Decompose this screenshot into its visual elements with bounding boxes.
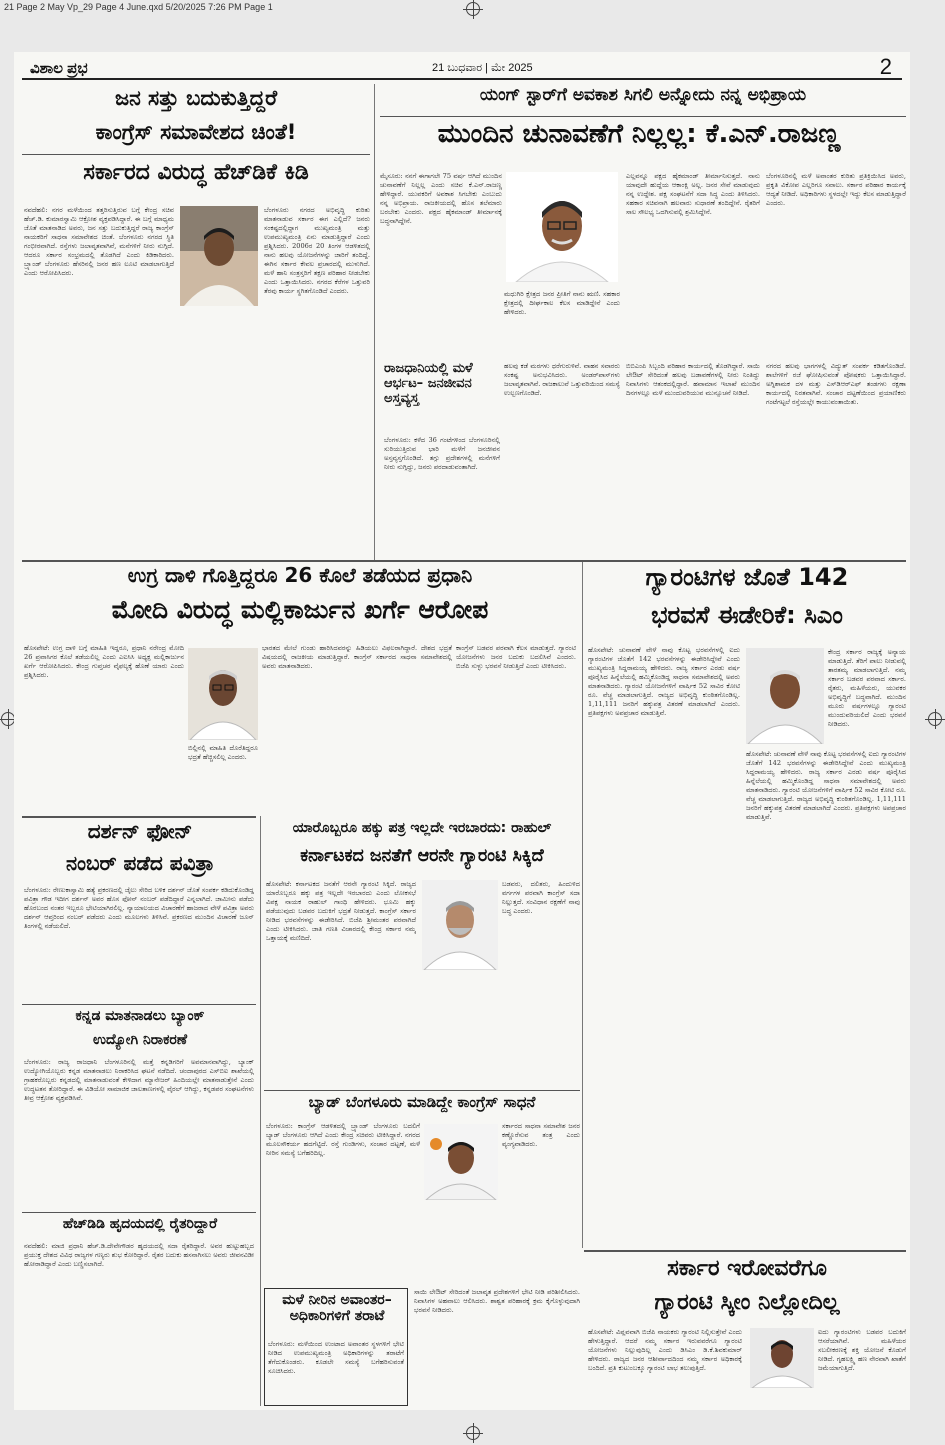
kharge-headline: ಮೋದಿ ವಿರುದ್ಧ ಮಲ್ಲಿಕಾರ್ಜುನ ಖರ್ಗೆ ಆರೋಪ [111, 596, 489, 624]
masthead [22, 54, 902, 80]
column-divider-3 [260, 816, 261, 1406]
cm-photo [746, 648, 824, 744]
officers-body-2: ಸಾಯಿ ಲೇಔಟ್ ಸೇರಿದಂತೆ ಜಲಾವೃತ ಪ್ರದೇಶಗಳಿಗೆ ಭೇಟಿ ನೀಡಿ ಪರಿಶೀಲಿಸಿದರು. ನಿವಾಸಿಗಳ ಅಹವಾಲು ಆಲಿಸಿದರು. ಶಾಶ್ವತ ಪರಿಹಾರಕ್ಕೆ ಕ್ರಮ ಕೈಗೊಳ್ಳುವುದಾಗಿ ಭರವಸೆ ನೀಡಿದರು. [414, 1288, 580, 1314]
registration-mark-left [1, 712, 15, 726]
officers-headline: ಮಳೆ ನೀರಿನ ಅವಾಂತರ– ಅಧಿಕಾರಿಗಳಿಗೆ ತರಾಟೆ [282, 1292, 392, 1325]
registration-mark-right [928, 712, 942, 726]
rajanna-body-col-2: ಮಧುಗಿರಿ ಕ್ಷೇತ್ರದ ಜನರ ಪ್ರೀತಿಗೆ ನಾನು ಋಣಿ. ಸಹಕಾರ ಕ್ಷೇತ್ರದಲ್ಲಿ ದೀರ್ಘಕಾಲ ಕೆಲಸ ಮಾಡಿದ್ದೇನೆ ಎಂದು ಹೇಳಿದರು. [504, 290, 620, 316]
brand-body-col-2: ಸರ್ಕಾರದ ಸಾಧನಾ ಸಮಾವೇಶ ಜನರ ಕಣ್ಣೊರೆಸುವ ತಂತ್ರ ಎಂದು ವ್ಯಂಗ್ಯವಾಡಿದರು. [502, 1122, 580, 1148]
rajanna-photo [506, 172, 618, 282]
hdk-photo [180, 206, 258, 306]
hdk-headline-2: ಕಾಂಗ್ರೆಸ್ ಸಮಾವೇಶದ ಚಿಂತೆ! [95, 120, 297, 144]
officers-body-1: ಬೆಂಗಳೂರು: ಮಳೆಯಿಂದ ಉಂಟಾದ ಅವಾಂತರ ಸ್ಥಳಗಳಿಗೆ ಭೇಟಿ ನೀಡಿದ ಉಪಮುಖ್ಯಮಂತ್ರಿ ಅಧಿಕಾರಿಗಳನ್ನು ತರಾಟೆಗೆ ತೆಗೆದುಕೊಂಡರು. ಕೂಡಲೇ ಸಮಸ್ಯೆ ಬಗೆಹರಿಸುವಂತೆ ಸೂಚಿಸಿದರು. [268, 1340, 404, 1375]
rahul-kicker: ಯಾರೊಬ್ಬರೂ ಹಕ್ಕು ಪತ್ರ ಇಲ್ಲದೇ ಇರಬಾರದು: ರಾಹುಲ್ [292, 820, 552, 836]
registration-mark-bottom [466, 1426, 480, 1440]
dks-photo [750, 1328, 814, 1388]
kharge-body-col-1: ಹೊಸಪೇಟೆ: ಉಗ್ರ ದಾಳಿ ಬಗ್ಗೆ ಮಾಹಿತಿ ಇದ್ದರೂ, ಪ್ರಧಾನಿ ನರೇಂದ್ರ ಮೋದಿ 26 ಪ್ರವಾಸಿಗರ ಕೊಲೆ ತಡೆಯಲಿಲ್ಲ ಎಂದು ಎಐಸಿಸಿ ಅಧ್ಯಕ್ಷ ಮಲ್ಲಿಕಾರ್ಜುನ ಖರ್ಗೆ ಆರೋಪಿಸಿದರು. ಕೇಂದ್ರ ಗುಪ್ತಚರ ವೈಫಲ್ಯಕ್ಕೆ ಹೊಣೆ ಯಾರು ಎಂದು ಪ್ರಶ್ನಿಸಿದರು. [24, 644, 184, 679]
hdk-body-col-2: ಬೆಂಗಳೂರು ನಗರದ ಅಭಿವೃದ್ಧಿ ಕುರಿತು ಮಾತನಾಡುವ ಸರ್ಕಾರ ಈಗ ಎಲ್ಲಿದೆ? ಜನರು ಸಂಕಷ್ಟದಲ್ಲಿದ್ದಾಗ ಮುಖ್ಯಮಂತ್ರಿ ಮತ್ತು ಉಪಮುಖ್ಯಮಂತ್ರಿ ಏನು ಮಾಡುತ್ತಿದ್ದಾರೆ ಎಂದು ಪ್ರಶ್ನಿಸಿದರು. 2006ರ 20 ತಿಂಗಳ ಆಡಳಿತದಲ್ಲಿ ನಾನು ಹಲವು ಯೋಜನೆಗಳನ್ನು ಜಾರಿಗೆ ತಂದಿದ್ದೆ. ಈಗಿನ ಸರ್ಕಾರ ಕೇವಲ ಪ್ರಚಾರದಲ್ಲಿ ಮುಳುಗಿದೆ. ಮಳೆ ಹಾನಿ ಸಂತ್ರಸ್ತರಿಗೆ ತಕ್ಷಣ ಪರಿಹಾರ ನೀಡಬೇಕು ಎಂದು ಒತ್ತಾಯಿಸಿದರು. ನಗರದ ಕೆರೆಗಳ ಒತ್ತುವರಿ ತೆರವು ಕಾರ್ಯ ಸ್ಥಗಿತಗೊಂಡಿದೆ ಎಂದರು. [264, 206, 370, 295]
issue-date: 21 ಬುಧವಾರ | ಮೇ 2025 [432, 62, 533, 74]
darshan-headline-2: ನಂಬರ್ ಪಡೆದ ಪವಿತ್ರಾ [65, 852, 215, 875]
cm-body-col-2a: ಕೇಂದ್ರ ಸರ್ಕಾರ ರಾಜ್ಯಕ್ಕೆ ಅನ್ಯಾಯ ಮಾಡುತ್ತಿದೆ. ತೆರಿಗೆ ಪಾಲು ನೀಡುವಲ್ಲಿ ತಾರತಮ್ಯ ಮಾಡಲಾಗುತ್ತಿದೆ. ನಮ್ಮ ಸರ್ಕಾರ ಬಡವರ ಪರವಾದ ಸರ್ಕಾರ. ರೈತರು, ಮಹಿಳೆಯರು, ಯುವಕರ ಅಭಿವೃದ್ಧಿಗೆ ಬದ್ಧವಾಗಿದೆ. ಮುಂದಿನ ಮೂರು ವರ್ಷಗಳಲ್ಲೂ ಗ್ಯಾರಂಟಿ ಮುಂದುವರಿಯಲಿದೆ ಎಂದು ಭರವಸೆ ನೀಡಿದರು. [828, 648, 906, 728]
cm-body-col-1: ಹೊಸಪೇಟೆ: ಚುನಾವಣೆ ವೇಳೆ ನಾವು ಕೊಟ್ಟ ಭರವಸೆಗಳಲ್ಲಿ ಐದು ಗ್ಯಾರಂಟಿಗಳ ಜೊತೆಗೆ 142 ಭರವಸೆಗಳನ್ನು ಈಡೇರಿಸಿದ್ದೇವೆ ಎಂದು ಮುಖ್ಯಮಂತ್ರಿ ಸಿದ್ದರಾಮಯ್ಯ ಹೇಳಿದರು. ರಾಜ್ಯ ಸರ್ಕಾರ ಎರಡು ವರ್ಷ ಪೂರೈಸಿದ ಹಿನ್ನೆಲೆಯಲ್ಲಿ ಹಮ್ಮಿಕೊಂಡಿದ್ದ ಸಾಧನಾ ಸಮಾವೇಶದಲ್ಲಿ ಅವರು ಮಾತನಾಡಿದರು. ಗ್ಯಾರಂಟಿ ಯೋಜನೆಗಳಿಗೆ ವಾರ್ಷಿಕ 52 ಸಾವಿರ ಕೋಟಿ ರೂ. ವೆಚ್ಚ ಮಾಡಲಾಗುತ್ತಿದೆ. ರಾಜ್ಯದ ಅಭಿವೃದ್ಧಿ ಕುಂಠಿತಗೊಂಡಿಲ್ಲ. 1,11,111 ಜನರಿಗೆ ಹಕ್ಕುಪತ್ರ ವಿತರಣೆ ಮಾಡಲಾಗಿದೆ ಎಂದರು. ಪ್ರತಿಪಕ್ಷಗಳು ಅಪಪ್ರಚಾರ ಮಾಡುತ್ತಿವೆ. [588, 646, 740, 717]
brand-body-col-1: ಬೆಂಗಳೂರು: ಕಾಂಗ್ರೆಸ್ ಆಡಳಿತದಲ್ಲಿ ಬ್ರ್ಯಾಂಡ್ ಬೆಂಗಳೂರು ಬದಲಿಗೆ ಬ್ಯಾಡ್ ಬೆಂಗಳೂರು ಆಗಿದೆ ಎಂದು ಕೇಂದ್ರ ಸಚಿವರು ಟೀಕಿಸಿದ್ದಾರೆ. ನಗರದ ಮೂಲಸೌಕರ್ಯ ಹದಗೆಟ್ಟಿದೆ. ರಸ್ತೆ ಗುಂಡಿಗಳು, ಸಂಚಾರ ದಟ್ಟಣೆ, ಮಳೆ ನೀರಿನ ಸಮಸ್ಯೆ ಬಗೆಹರಿದಿಲ್ಲ. [266, 1122, 420, 1157]
darshan-headline-1: ದರ್ಶನ್ ಫೋನ್ [87, 820, 193, 843]
bank-top-rule [22, 1004, 256, 1005]
cm-headline-2: ಭರವಸೆ ಈಡೇರಿಕೆ: ಸಿಎಂ [651, 602, 843, 629]
bank-body: ಬೆಂಗಳೂರು: ರಾಜ್ಯ ರಾಜಧಾನಿ ಬೆಂಗಳೂರಿನಲ್ಲಿ ಮತ್ತೆ ಕನ್ನಡಿಗರಿಗೆ ಅವಮಾನವಾಗಿದ್ದು, ಬ್ಯಾಂಕ್ ಉದ್ಯೋಗಿಯೊಬ್ಬರು ಕನ್ನಡ ಮಾತನಾಡಲು ನಿರಾಕರಿಸಿದ ಘಟನೆ ನಡೆದಿದೆ. ಚಂದಾಪುರದ ಎಸ್‌ಬಿಐ ಶಾಖೆಯಲ್ಲಿ ಗ್ರಾಹಕರೊಬ್ಬರು ಕನ್ನಡದಲ್ಲಿ ಮಾತನಾಡುವಂತೆ ಕೇಳಿದಾಗ ಮ್ಯಾನೇಜರ್ ಹಿಂದಿಯಲ್ಲೇ ಮಾತನಾಡುತ್ತೇನೆ ಎಂದು ಉದ್ಧಟತನ ತೋರಿದ್ದಾರೆ. ಈ ವಿಡಿಯೋ ಸಾಮಾಜಿಕ ಜಾಲತಾಣಗಳಲ್ಲಿ ವೈರಲ್ ಆಗಿದ್ದು, ಕನ್ನಡಪರ ಸಂಘಟನೆಗಳು ತೀವ್ರ ಆಕ್ರೋಶ ವ್ಯಕ್ತಪಡಿಸಿವೆ. [24, 1058, 254, 1102]
dks-body-col-1: ಹೊಸಪೇಟೆ: ವಿಪ್ಲವವಾಗಿ ಬಿಜೆಪಿ ನಾಯಕರು ಗ್ಯಾರಂಟಿ ನಿಲ್ಲಿಸುತ್ತೇವೆ ಎಂದು ಹೇಳುತ್ತಿದ್ದಾರೆ. ಆದರೆ ನಮ್ಮ ಸರ್ಕಾರ ಇರುವವರೆಗೂ ಗ್ಯಾರಂಟಿ ಯೋಜನೆಗಳು ನಿಲ್ಲುವುದಿಲ್ಲ ಎಂದು ಡಿಸಿಎಂ ಡಿ.ಕೆ.ಶಿವಕುಮಾರ್ ಹೇಳಿದರು. ರಾಜ್ಯದ ಜನರ ಆಶೀರ್ವಾದದಿಂದ ನಮ್ಮ ಸರ್ಕಾರ ಅಧಿಕಾರಕ್ಕೆ ಬಂದಿದೆ. ಪ್ರತಿ ಕುಟುಂಬಕ್ಕೂ ಗ್ಯಾರಂಟಿ ಲಾಭ ತಲುಪುತ್ತಿದೆ. [588, 1328, 742, 1372]
brand-top-rule [264, 1090, 580, 1091]
rain-body-col-1: ಬೆಂಗಳೂರು: ಕಳೆದ 36 ಗಂಟೆಗಳಿಂದ ಬೆಂಗಳೂರಿನಲ್ಲಿ ಸುರಿಯುತ್ತಿರುವ ಭಾರಿ ಮಳೆಗೆ ಜನಜೀವನ ಅಸ್ತವ್ಯಸ್ತಗೊಂಡಿದೆ. ತಗ್ಗು ಪ್ರದೇಶಗಳಲ್ಲಿ ಮನೆಗಳಿಗೆ ನೀರು ನುಗ್ಗಿದ್ದು, ಜನರು ಪರದಾಡುವಂತಾಗಿದೆ. [384, 436, 500, 471]
rahul-headline: ಕರ್ನಾಟಕದ ಜನತೆಗೆ ಆರನೇ ಗ್ಯಾರಂಟಿ ಸಿಕ್ಕಿದೆ [300, 846, 544, 866]
rain-body-col-3: ಬಿಬಿಎಂಪಿ ಸಿಬ್ಬಂದಿ ಪರಿಹಾರ ಕಾರ್ಯದಲ್ಲಿ ತೊಡಗಿದ್ದಾರೆ. ಸಾಯಿ ಲೇಔಟ್ ಸೇರಿದಂತೆ ಹಲವು ಬಡಾವಣೆಗಳಲ್ಲಿ ನೀರು ನಿಂತಿದ್ದು ನಿವಾಸಿಗಳು ಆತಂಕದಲ್ಲಿದ್ದಾರೆ. ಹವಾಮಾನ ಇಲಾಖೆ ಮುಂದಿನ ದಿನಗಳಲ್ಲೂ ಮಳೆ ಮುಂದುವರಿಯುವ ಮುನ್ಸೂಚನೆ ನೀಡಿದೆ. [626, 362, 760, 397]
brand-photo [424, 1124, 498, 1200]
kharge-photo [188, 648, 258, 740]
cm-headline-1: ಗ್ಯಾರಂಟಿಗಳ ಜೊತೆ 142 [645, 564, 849, 591]
page-number: 2 [879, 54, 892, 79]
kharge-body-col-4: ಕಾಂಗ್ರೆಸ್ ಬಡವರ ಪರವಾಗಿ ಕೆಲಸ ಮಾಡುತ್ತದೆ. ಗ್ಯಾರಂಟಿ ಯೋಜನೆಗಳು ಜನರ ಬದುಕು ಬದಲಿಸಿವೆ ಎಂದರು. ಬಿಜೆಪಿ ಸುಳ್ಳು ಭರವಸೆ ನೀಡುತ್ತಿದೆ ಎಂದು ಟೀಕಿಸಿದರು. [456, 644, 576, 670]
rajanna-body-col-4: ಬೆಂಗಳೂರಿನಲ್ಲಿ ಮಳೆ ಅವಾಂತರ ಕುರಿತು ಪ್ರತಿಕ್ರಿಯಿಸಿದ ಅವರು, ಪ್ರಕೃತಿ ವಿಕೋಪ ಎಲ್ಲರಿಗೂ ಸವಾಲು. ಸರ್ಕಾರ ಪರಿಹಾರ ಕಾರ್ಯಕ್ಕೆ ಆದ್ಯತೆ ನೀಡಿದೆ. ಅಧಿಕಾರಿಗಳು ಸ್ಥಳದಲ್ಲೇ ಇದ್ದು ಕೆಲಸ ಮಾಡುತ್ತಿದ್ದಾರೆ ಎಂದರು. [766, 172, 906, 207]
bank-headline-1: ಕನ್ನಡ ಮಾತನಾಡಲು ಬ್ಯಾಂಕ್ [75, 1008, 205, 1024]
hdd-body: ನವದೆಹಲಿ: ಮಾಜಿ ಪ್ರಧಾನಿ ಹೆಚ್.ಡಿ.ದೇವೇಗೌಡರ ಹೃದಯದಲ್ಲಿ ಸದಾ ರೈತರಿದ್ದಾರೆ. ಅವರ ಹುಟ್ಟುಹಬ್ಬದ ಪ್ರಯುಕ್ತ ದೇಶದ ವಿವಿಧ ರಾಜ್ಯಗಳ ಗಣ್ಯರು ಶುಭ ಕೋರಿದ್ದಾರೆ. ರೈತರ ಬದುಕು ಹಸನಾಗಿಸಲು ಅವರು ಜೀವನವಿಡೀ ಹೋರಾಡಿದ್ದಾರೆ ಎಂದು ಬಣ್ಣಿಸಲಾಗಿದೆ. [24, 1242, 254, 1268]
rajanna-body-col-3: ಎಲ್ಲವನ್ನೂ ಪಕ್ಷದ ಹೈಕಮಾಂಡ್ ತೀರ್ಮಾನಿಸುತ್ತದೆ. ನಾನು ಯಾವುದೇ ಹುದ್ದೆಯ ಆಕಾಂಕ್ಷಿ ಅಲ್ಲ. ಜನರ ಸೇವೆ ಮಾಡುವುದು ನನ್ನ ಉದ್ದೇಶ. ಪಕ್ಷ ಸಂಘಟನೆಗೆ ಸದಾ ಸಿದ್ಧ ಎಂದು ತಿಳಿಸಿದರು. ಸಹಕಾರ ಸಚಿವನಾಗಿ ಹಲವಾರು ಸುಧಾರಣೆ ತಂದಿದ್ದೇನೆ. ರೈತರಿಗೆ ಸಾಲ ಸೌಲಭ್ಯ ಒದಗಿಸುವಲ್ಲಿ ಶ್ರಮಿಸಿದ್ದೇನೆ. [626, 172, 760, 216]
story-hdk-header [22, 84, 370, 198]
rahul-body-col-2: ಬಡವರು, ದಲಿತರು, ಹಿಂದುಳಿದ ವರ್ಗಗಳ ಪರವಾಗಿ ಕಾಂಗ್ರೆಸ್ ಸದಾ ನಿಲ್ಲುತ್ತದೆ. ಸಂವಿಧಾನ ರಕ್ಷಣೆಗೆ ನಾವು ಬದ್ಧ ಎಂದರು. [502, 880, 580, 915]
rahul-body-col-1: ಹೊಸಪೇಟೆ: ಕರ್ನಾಟಕದ ಜನತೆಗೆ ಆರನೇ ಗ್ಯಾರಂಟಿ ಸಿಕ್ಕಿದೆ. ರಾಜ್ಯದ ಯಾರೊಬ್ಬರೂ ಹಕ್ಕು ಪತ್ರ ಇಲ್ಲದೇ ಇರಬಾರದು ಎಂದು ಲೋಕಸಭೆ ವಿಪಕ್ಷ ನಾಯಕ ರಾಹುಲ್ ಗಾಂಧಿ ಹೇಳಿದರು. ಭೂಮಿ ಹಕ್ಕು ಪಡೆಯುವುದು ಬಡವರ ಬದುಕಿಗೆ ಭದ್ರತೆ ನೀಡುತ್ತದೆ. ಕಾಂಗ್ರೆಸ್ ಸರ್ಕಾರ ನೀಡಿದ ಭರವಸೆಗಳನ್ನು ಈಡೇರಿಸಿದೆ. ಬಿಜೆಪಿ ಶ್ರೀಮಂತರ ಪರವಾಗಿದೆ ಎಂದು ಟೀಕಿಸಿದರು. ಜಾತಿ ಗಣತಿ ವಿಚಾರದಲ್ಲಿ ಕೇಂದ್ರ ಸರ್ಕಾರ ನಮ್ಮ ಒತ್ತಾಯಕ್ಕೆ ಮಣಿದಿದೆ. [266, 880, 416, 942]
darshan-top-rule [22, 816, 256, 818]
rain-headline: ರಾಜಧಾನಿಯಲ್ಲಿ ಮಳೆ ಆರ್ಭಟ– ಜನಜೀವನ ಅಸ್ತವ್ಯಸ್ತ [384, 362, 473, 406]
hdk-headline-1: ಜನ ಸತ್ತು ಬದುಕುತ್ತಿದ್ದರೆ [114, 86, 278, 110]
hdd-headline: ಹೆಚ್‌ಡಿಡಿ ಹೃದಯದಲ್ಲಿ ರೈತರಿದ್ದಾರೆ [62, 1216, 218, 1232]
darshan-body: ಬೆಂಗಳೂರು: ರೇಣುಕಾಸ್ವಾಮಿ ಹತ್ಯೆ ಪ್ರಕರಣದಲ್ಲಿ ಜೈಲು ಸೇರಿದ ಬಳಿಕ ದರ್ಶನ್ ಜೊತೆ ಸಂಪರ್ಕ ಕಡಿದುಕೊಂಡಿದ್ದ ಪವಿತ್ರಾ ಗೌಡ ಇದೀಗ ದರ್ಶನ್ ಅವರ ಹೊಸ ಫೋನ್ ನಂಬರ್ ಪಡೆದಿದ್ದಾರೆ ಎನ್ನಲಾಗಿದೆ. ಜಾಮೀನು ಪಡೆದು ಹೊರಬಂದ ನಂತರ ಇಬ್ಬರೂ ಭೇಟಿಯಾಗಿರಲಿಲ್ಲ. ನ್ಯಾಯಾಲಯದ ವಿಚಾರಣೆಗೆ ಹಾಜರಾದ ವೇಳೆ ಪವಿತ್ರಾ ಅವರು ದರ್ಶನ್ ಆಪ್ತರಿಂದ ನಂಬರ್ ಪಡೆದರು ಎಂದು ಮೂಲಗಳು ತಿಳಿಸಿವೆ. ಪ್ರಕರಣದ ಮುಂದಿನ ವಿಚಾರಣೆ ಜೂನ್ ತಿಂಗಳಲ್ಲಿ ನಡೆಯಲಿದೆ. [24, 886, 254, 930]
kharge-body-col-2: ಬಿಲ್ಲಿನಲ್ಲಿ ಮಾಹಿತಿ ದೊರೆತಿದ್ದರೂ ಭದ್ರತೆ ಹೆಚ್ಚಿಸಲಿಲ್ಲ ಎಂದರು. [188, 744, 258, 761]
bank-headline-2: ಉದ್ಯೋಗಿ ನಿರಾಕರಣೆ [92, 1032, 188, 1048]
dks-top-rule [584, 1250, 906, 1252]
dks-body-col-2: ಐದು ಗ್ಯಾರಂಟಿಗಳು ಬಡವರ ಬದುಕಿಗೆ ಆಸರೆಯಾಗಿವೆ. ಮಹಿಳೆಯರ ಸಬಲೀಕರಣಕ್ಕೆ ಶಕ್ತಿ ಯೋಜನೆ ಕೊಡುಗೆ ನೀಡಿದೆ. ಗೃಹಲಕ್ಷ್ಮಿ ಹಣ ನೇರವಾಗಿ ಖಾತೆಗೆ ಜಮೆಯಾಗುತ್ತಿದೆ. [818, 1328, 906, 1372]
rahul-photo [422, 880, 498, 970]
newspaper-name: ವಿಶಾಲ ಪ್ರಭ [30, 60, 88, 77]
print-slug: 21 Page 2 May Vp_29 Page 4 June.qxd 5/20/2025 7:26 PM Page 1 [4, 2, 273, 12]
rajanna-body-col-1: ಮೈಸೂರು: ನನಗೆ ಈಗಾಗಲೇ 75 ವರ್ಷ ಆಗಿದೆ ಮುಂದಿನ ಚುನಾವಣೆಗೆ ನಿಲ್ಲಲ್ಲ ಎಂದು ಸಚಿವ ಕೆ.ಎನ್.ರಾಜಣ್ಣ ಹೇಳಿದ್ದಾರೆ. ಯುವಕರಿಗೆ ಅವಕಾಶ ಸಿಗಬೇಕು ಎಂಬುದು ನನ್ನ ಅಭಿಪ್ರಾಯ. ರಾಜಕೀಯದಲ್ಲಿ ಹೊಸ ತಲೆಮಾರು ಬರಬೇಕು ಎಂದರು. ಪಕ್ಷದ ಹೈಕಮಾಂಡ್ ತೀರ್ಮಾನಕ್ಕೆ ಬದ್ಧನಾಗಿದ್ದೇನೆ. [380, 172, 502, 225]
brand-headline: ಬ್ಯಾಡ್ ಬೆಂಗಳೂರು ಮಾಡಿದ್ದೇ ಕಾಂಗ್ರೆಸ್ ಸಾಧನೆ [308, 1094, 536, 1111]
rain-body-col-4: ನಗರದ ಹಲವು ಭಾಗಗಳಲ್ಲಿ ವಿದ್ಯುತ್ ಸಂಪರ್ಕ ಕಡಿತಗೊಂಡಿದೆ. ಶಾಲೆಗಳಿಗೆ ರಜೆ ಘೋಷಿಸುವಂತೆ ಪೋಷಕರು ಒತ್ತಾಯಿಸಿದ್ದಾರೆ. ಅಗ್ನಿಶಾಮಕ ದಳ ಮತ್ತು ಎಸ್‌ಡಿಆರ್‌ಎಫ್ ತಂಡಗಳು ರಕ್ಷಣಾ ಕಾರ್ಯದಲ್ಲಿ ನಿರತವಾಗಿವೆ. ಸಂಚಾರ ದಟ್ಟಣೆಯಿಂದ ಪ್ರಯಾಣಿಕರು ಗಂಟೆಗಟ್ಟಲೆ ರಸ್ತೆಯಲ್ಲೇ ಕಾಯುವಂತಾಯಿತು. [766, 362, 906, 406]
column-divider-2 [582, 562, 583, 1248]
rajanna-kicker-divider [380, 116, 906, 117]
registration-mark-top [466, 2, 480, 16]
dks-headline-1: ಸರ್ಕಾರ ಇರೋವರೆಗೂ [667, 1256, 827, 1281]
hdk-headline-3: ಸರ್ಕಾರದ ವಿರುದ್ಧ ಹೆಚ್‌ಡಿಕೆ ಕಿಡಿ [83, 160, 309, 185]
hdk-divider [22, 154, 370, 155]
section-divider-1 [22, 560, 906, 562]
kharge-body-col-3: ಭಾರತದ ಮೇಲೆ ಗುಂಡು ಹಾರಿಸಿದವರನ್ನು ಹಿಡಿಯಲು ವಿಫಲರಾಗಿದ್ದಾರೆ. ದೇಶದ ಭದ್ರತೆ ವಿಷಯದಲ್ಲಿ ರಾಜಕೀಯ ಮಾಡುತ್ತಿದ್ದಾರೆ. ಕಾಂಗ್ರೆಸ್ ಸರ್ಕಾರದ ಸಾಧನಾ ಸಮಾವೇಶದಲ್ಲಿ ಅವರು ಮಾತನಾಡಿದರು. [262, 644, 452, 670]
hdd-top-rule [22, 1212, 256, 1213]
kharge-kicker: ಉಗ್ರ ದಾಳಿ ಗೊತ್ತಿದ್ದರೂ 26 ಕೊಲೆ ತಡೆಯದ ಪ್ರಧಾನಿ [127, 564, 473, 587]
rajanna-kicker: ಯಂಗ್ ಸ್ಟಾರ್‌ಗೆ ಅವಕಾಶ ಸಿಗಲಿ ಅನ್ನೋದು ನನ್ನ ಅಭಿಪ್ರಾಯ [479, 86, 807, 105]
cm-body-col-2: ಹೊಸಪೇಟೆ: ಚುನಾವಣೆ ವೇಳೆ ನಾವು ಕೊಟ್ಟ ಭರವಸೆಗಳಲ್ಲಿ ಐದು ಗ್ಯಾರಂಟಿಗಳ ಜೊತೆಗೆ 142 ಭರವಸೆಗಳನ್ನು ಈಡೇರಿಸಿದ್ದೇವೆ ಎಂದು ಮುಖ್ಯಮಂತ್ರಿ ಸಿದ್ದರಾಮಯ್ಯ ಹೇಳಿದರು. ರಾಜ್ಯ ಸರ್ಕಾರ ಎರಡು ವರ್ಷ ಪೂರೈಸಿದ ಹಿನ್ನೆಲೆಯಲ್ಲಿ ಹಮ್ಮಿಕೊಂಡಿದ್ದ ಸಾಧನಾ ಸಮಾವೇಶದಲ್ಲಿ ಅವರು ಮಾತನಾಡಿದರು. ಗ್ಯಾರಂಟಿ ಯೋಜನೆಗಳಿಗೆ ವಾರ್ಷಿಕ 52 ಸಾವಿರ ಕೋಟಿ ರೂ. ವೆಚ್ಚ ಮಾಡಲಾಗುತ್ತಿದೆ. ರಾಜ್ಯದ ಅಭಿವೃದ್ಧಿ ಕುಂಠಿತಗೊಂಡಿಲ್ಲ. 1,11,111 ಜನರಿಗೆ ಹಕ್ಕುಪತ್ರ ವಿತರಣೆ ಮಾಡಲಾಗಿದೆ ಎಂದರು. ಪ್ರತಿಪಕ್ಷಗಳು ಅಪಪ್ರಚಾರ ಮಾಡುತ್ತಿವೆ. [746, 750, 906, 821]
dks-headline-2: ಗ್ಯಾರಂಟಿ ಸ್ಕೀಂ ನಿಲ್ಲೋದಿಲ್ಲ [654, 1290, 840, 1315]
rajanna-headline: ಮುಂದಿನ ಚುನಾವಣೆಗೆ ನಿಲ್ಲಲ್ಲ: ಕೆ.ಎನ್.ರಾಜಣ್ಣ [437, 120, 841, 149]
rain-body-col-2: ಹಲವು ಕಡೆ ಮರಗಳು ಧರೆಗುರುಳಿವೆ. ವಾಹನ ಸವಾರರು ಸಂಕಷ್ಟ ಅನುಭವಿಸಿದರು. ಅಂಡರ್‌ಪಾಸ್‌ಗಳು ಜಲಾವೃತವಾಗಿವೆ. ರಾಜಕಾಲುವೆ ಒತ್ತುವರಿಯಿಂದ ಸಮಸ್ಯೆ ಉಲ್ಬಣಗೊಂಡಿದೆ. [504, 362, 620, 397]
hdk-body-col-1: ನವದೆಹಲಿ: ನಗರ ಮಳೆಯಿಂದ ತತ್ತರಿಸುತ್ತಿರುವ ಬಗ್ಗೆ ಕೇಂದ್ರ ಸಚಿವ ಹೆಚ್.ಡಿ. ಕುಮಾರಸ್ವಾಮಿ ಆಕ್ರೋಶ ವ್ಯಕ್ತಪಡಿಸಿದ್ದಾರೆ. ಈ ಬಗ್ಗೆ ಮಾಧ್ಯಮ ಜೊತೆ ಮಾತನಾಡಿದ ಅವರು, ಜನ ಸತ್ತು ಬದುಕುತ್ತಿದ್ದರೆ ರಾಜ್ಯ ಕಾಂಗ್ರೆಸ್ ನಾಯಕರಿಗೆ ಸಾಧನಾ ಸಮಾವೇಶದ ಚಿಂತೆ. ಬೆಂಗಳೂರು ನಗರದ ಸ್ಥಿತಿ ಗಂಭೀರವಾಗಿದೆ. ರಸ್ತೆಗಳು ಜಲಾವೃತವಾಗಿವೆ, ಮನೆಗಳಿಗೆ ನೀರು ನುಗ್ಗಿದೆ. ಆದರೂ ಸರ್ಕಾರ ಸಂಭ್ರಮದಲ್ಲಿ ತೊಡಗಿದೆ ಎಂದು ಕಿಡಿಕಾರಿದರು. ಬ್ರ್ಯಾಂಡ್ ಬೆಂಗಳೂರು ಹೆಸರಿನಲ್ಲಿ ಜನರ ಹಣ ಲೂಟಿ ಮಾಡಲಾಗುತ್ತಿದೆ ಎಂದು ಆರೋಪಿಸಿದರು. [24, 206, 174, 277]
